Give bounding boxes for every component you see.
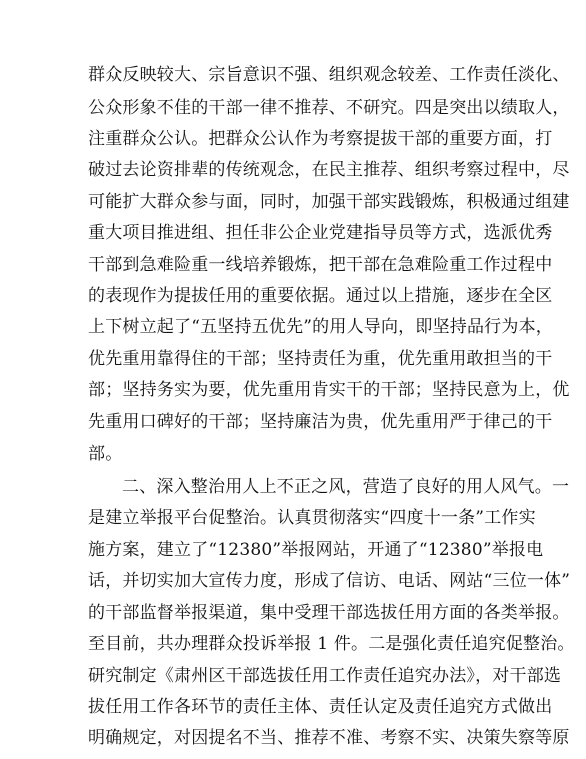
- text-line: 破过去论资排辈的传统观念，在民主推荐、组织考察过程中，尽: [88, 160, 570, 180]
- text-line: 的干部监督举报渠道，集中受理干部选拔任用方面的各类举报。: [88, 603, 570, 623]
- text-line: 公众形象不佳的干部一律不推荐、不研究。四是突出以绩取人，: [88, 98, 570, 118]
- text-line: 部；坚持务实为要，优先重用肯实干的干部；坚持民意为上，优: [88, 380, 570, 400]
- text-line: 先重用口碑好的干部；坚持廉洁为贵，优先重用严于律己的干: [88, 412, 553, 432]
- text-line: 施方案，建立了“12380”举报网站，开通了“12380”举报电: [88, 540, 544, 560]
- text-line: 研究制定《肃州区干部选拔任用工作责任追究办法》，对干部选: [88, 666, 562, 686]
- text-line: 明确规定，对因提名不当、推荐不准、考察不实、决策失察等原: [88, 728, 570, 748]
- text-line: 群众反映较大、宗旨意识不强、组织观念较差、工作责任淡化、: [88, 65, 570, 85]
- text-line: 话，并切实加大宣传力度，形成了信访、电话、网站“三位一体”: [88, 571, 571, 591]
- text-line: 注重群众公认。把群众公认作为考察提拔干部的重要方面，打: [88, 129, 553, 149]
- text-line: 部。: [88, 444, 123, 464]
- text-line: 拔任用工作各环节的责任主体、责任认定及责任追究方式做出: [88, 697, 553, 717]
- text-line: 的表现作为提拔任用的重要依据。通过以上措施，逐步在全区: [88, 286, 553, 306]
- text-line: 优先重用靠得住的干部；坚持责任为重，优先重用敢担当的干: [88, 349, 553, 369]
- text-line: 上下树立起了“五坚持五优先”的用人导向，即坚持品行为本，: [88, 317, 553, 337]
- paragraph-first-line: 二、深入整治用人上不正之风，营造了良好的用人风气。一: [122, 477, 570, 497]
- text-line: 是建立举报平台促整治。认真贯彻落实“四度十一条”工作实: [88, 508, 536, 528]
- text-line: 可能扩大群众参与面，同时，加强干部实践锻炼，积极通过组建: [88, 192, 570, 212]
- text-line: 干部到急难险重一线培养锻炼，把干部在急难险重工作过程中: [88, 255, 553, 275]
- text-line: 重大项目推进组、担任非公企业党建指导员等方式，选派优秀: [88, 223, 553, 243]
- text-line: 至目前，共办理群众投诉举报 1 件。二是强化责任追究促整治。: [88, 634, 575, 654]
